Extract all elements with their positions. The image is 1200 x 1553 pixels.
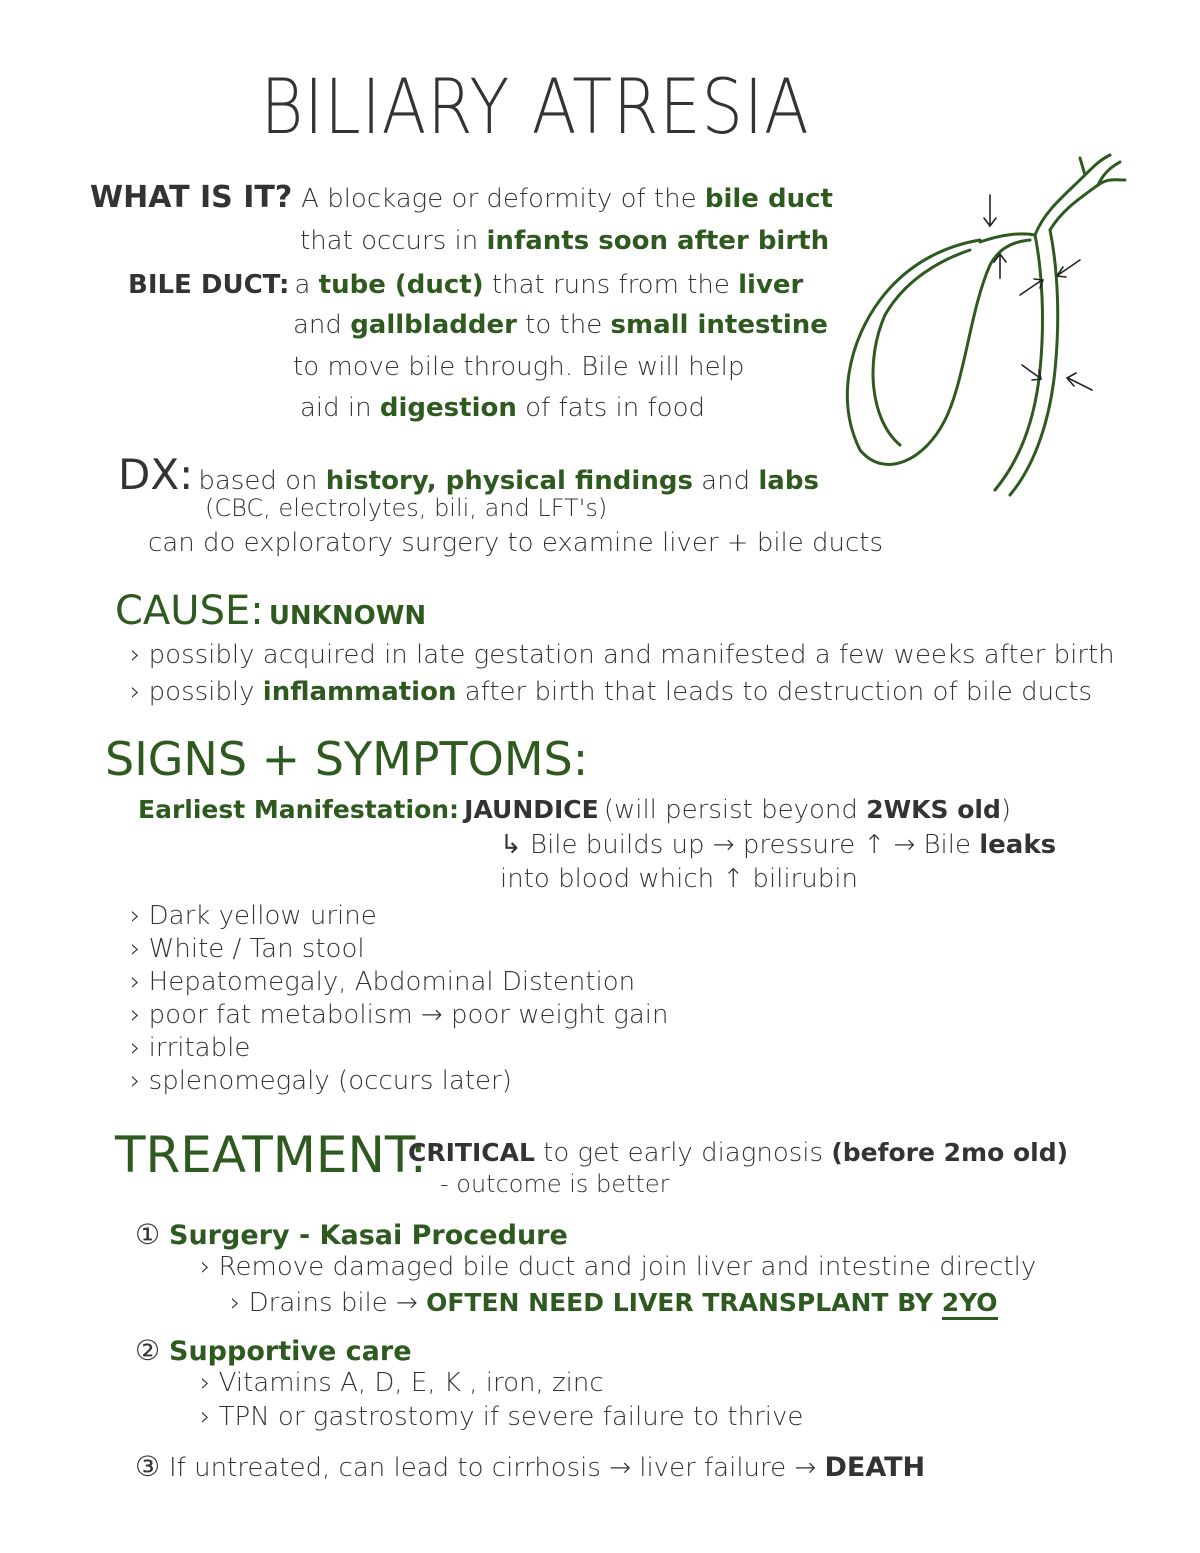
bile-duct-line-3: to move bile through. Bile will help xyxy=(293,352,745,382)
hepatic-branch-1 xyxy=(1035,155,1110,235)
symptom-list xyxy=(130,900,669,1098)
treatment-line-1: CRITICAL to get early diagnosis (before 2mo old) xyxy=(408,1138,1069,1168)
page-title: BILIARY ATRESIA xyxy=(260,62,810,151)
step-number: ② xyxy=(135,1334,161,1367)
list-item: › Dark yellow urine xyxy=(130,901,377,931)
untreated-line: ③ If untreated, can lead to cirrhosis → liver failure → DEATH xyxy=(135,1450,926,1483)
list-item: › White / Tan stool xyxy=(130,934,365,964)
supportive-care-heading: ② Supportive care xyxy=(135,1334,412,1367)
what-is-it-line-1: WHAT IS IT? A blockage or deformity of the bile duct xyxy=(90,180,833,215)
dx-label: DX: xyxy=(118,450,194,499)
list-item: › splenomegaly (occurs later) xyxy=(130,1066,512,1096)
supportive-bullet-2: › TPN or gastrostomy if severe failure to thrive xyxy=(200,1402,804,1432)
cause-value: UNKNOWN xyxy=(268,601,427,631)
cause-bullet-1: › possibly acquired in late gestation and manifested a few weeks after birth xyxy=(130,640,1115,670)
hepatic-branch-2 xyxy=(1050,180,1125,230)
bile-buildup-line-1: ↳ Bile builds up → pressure ↑ → Bile leaks xyxy=(500,830,1057,860)
list-item: › poor fat metabolism → poor weight gain xyxy=(130,1000,669,1030)
arrow-right-1 xyxy=(1020,279,1043,295)
earliest-label: Earliest Manifestation: xyxy=(138,795,460,824)
list-item: › irritable xyxy=(130,1033,251,1063)
cause-label: CAUSE: xyxy=(115,588,264,634)
arrow-top xyxy=(984,195,996,226)
dx-line-1: DX: based on history, physical findings and labs xyxy=(118,450,819,499)
step-number: ① xyxy=(135,1218,161,1251)
surgery-heading: ① Surgery - Kasai Procedure xyxy=(135,1218,568,1251)
gallbladder-inner xyxy=(873,250,970,445)
arrow-left-1 xyxy=(1057,260,1080,277)
supportive-bullet-1: › Vitamins A, D, E, K , iron, zinc xyxy=(200,1368,604,1398)
earliest-manifestation-line: Earliest Manifestation: JAUNDICE (will persist beyond 2WKS old) xyxy=(138,795,1012,825)
bile-buildup-line-2: into blood which ↑ bilirubin xyxy=(500,864,858,894)
list-item: › Hepatomegaly, Abdominal Distention xyxy=(130,967,636,997)
treatment-heading: TREATMENT: xyxy=(115,1126,427,1184)
dx-line-3: can do exploratory surgery to examine liver + bile ducts xyxy=(148,528,884,558)
bile-duct-line-4: aid in digestion of fats in food xyxy=(300,393,705,423)
surgery-bullet-1: › Remove damaged bile duct and join liver and intestine directly xyxy=(200,1252,1037,1282)
cause-bullet-2: › possibly inflammation after birth that leads to destruction of bile ducts xyxy=(130,677,1093,707)
what-is-it-label: WHAT IS IT? xyxy=(90,180,293,215)
treatment-line-2: - outcome is better xyxy=(440,1170,670,1198)
bile-duct-label: BILE DUCT: xyxy=(128,270,290,300)
step-number: ③ xyxy=(135,1450,161,1483)
earliest-value: JAUNDICE xyxy=(464,795,599,824)
hepatic-branch-3 xyxy=(1080,158,1085,175)
bile-duct-line-2: and gallbladder to the small intestine xyxy=(293,310,828,340)
dx-line-2: (CBC, electrolytes, bili, and LFT's) xyxy=(205,494,608,522)
signs-symptoms-heading: SIGNS + SYMPTOMS: xyxy=(105,732,589,786)
cause-heading xyxy=(115,588,426,634)
what-is-it-line-2: that occurs in infants soon after birth xyxy=(300,226,830,256)
bile-duct-diagram xyxy=(830,150,1150,510)
surgery-bullet-2: › Drains bile → OFTEN NEED LIVER TRANSPLANT BY 2YO xyxy=(230,1288,998,1318)
bile-duct-line-1: BILE DUCT: a tube (duct) that runs from the liver xyxy=(128,270,804,300)
arrow-left-2 xyxy=(1067,373,1092,390)
